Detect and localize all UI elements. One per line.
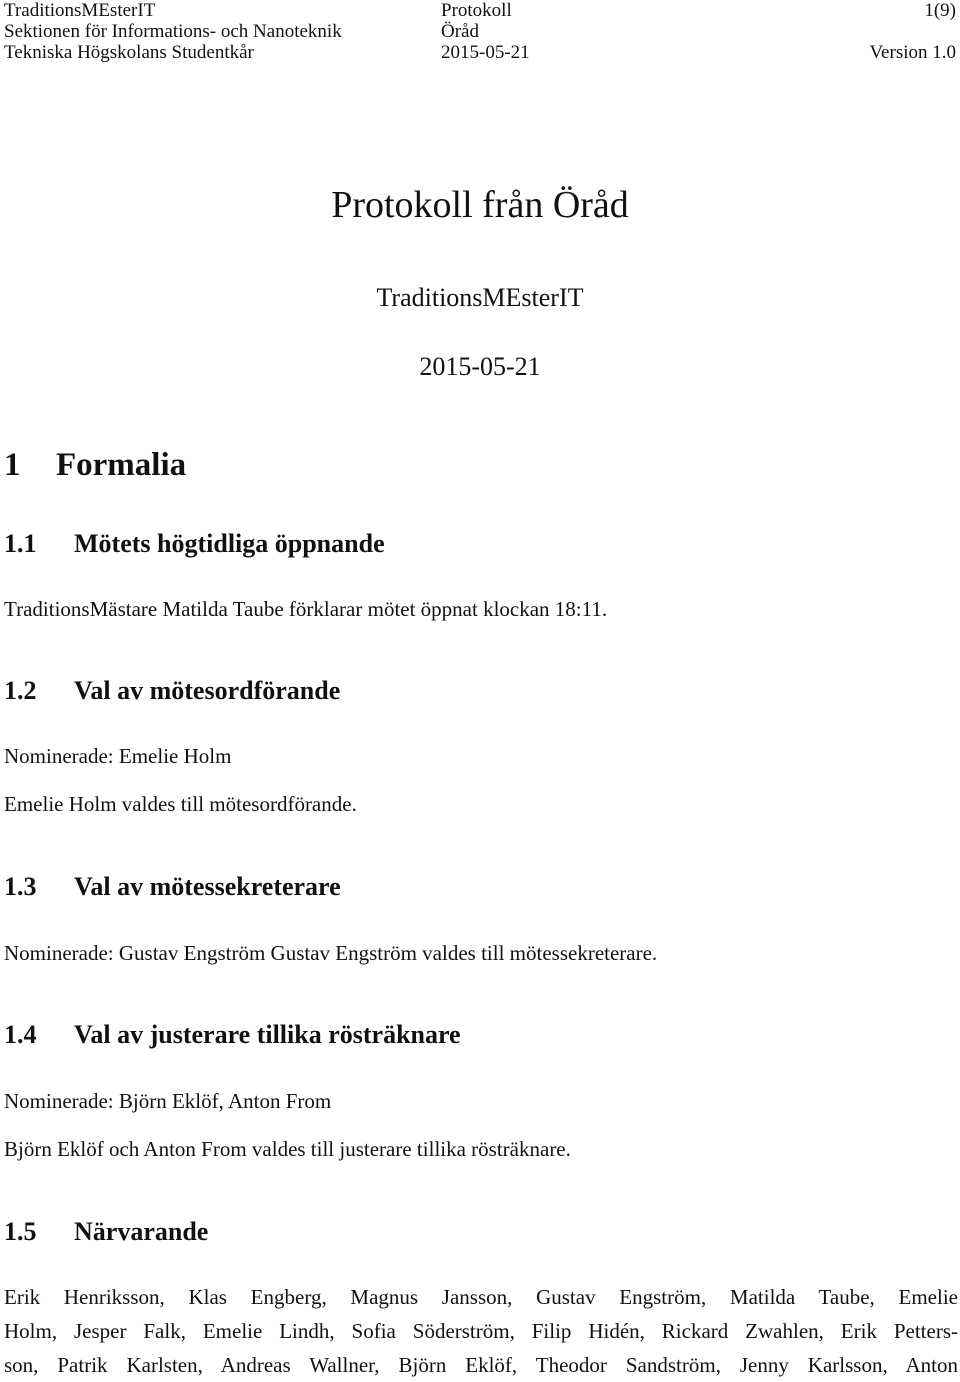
attendee-list <box>4 1280 958 1382</box>
header-page-number: 1(9) <box>924 0 956 21</box>
subsection-heading-1-2 <box>4 676 340 706</box>
subsection-heading-1-1 <box>4 529 385 559</box>
subsection-number: 1.3 <box>4 872 37 901</box>
subsection-title: Närvarande <box>74 1217 209 1246</box>
paragraph-opening: TraditionsMästare Matilda Taube förklarar mötet öppnat klockan 18:11. <box>4 597 608 621</box>
attendee-line: Erik Henriksson, Klas Engberg, Magnus Jansson, Gustav Engström, Matilda Taube, Emelie <box>4 1285 958 1309</box>
subsection-title: Val av mötessekreterare <box>74 872 341 901</box>
subsection-heading-1-5 <box>4 1217 208 1247</box>
document-title: Protokoll från Öråd <box>331 184 629 226</box>
section-heading-formalia <box>4 446 186 484</box>
paragraph-secretary: Nominerade: Gustav Engström Gustav Engström valdes till mötessekreterare. <box>4 941 658 965</box>
header-organisation: Tekniska Högskolans Studentkår <box>4 42 254 63</box>
subsection-title: Mötets högtidliga öppnande <box>74 529 385 558</box>
subsection-number: 1.2 <box>4 676 37 705</box>
paragraph-adjuster-elected: Björn Eklöf och Anton From valdes till justerare tillika rösträknare. <box>4 1137 571 1161</box>
subsection-title: Val av mötesordförande <box>74 676 341 705</box>
header-meeting-name: Öråd <box>441 21 479 42</box>
paragraph-chair-elected: Emelie Holm valdes till mötesordförande. <box>4 792 357 816</box>
subsection-heading-1-4 <box>4 1020 461 1050</box>
header-committee: TraditionsMEsterIT <box>4 0 156 21</box>
header-version: Version 1.0 <box>869 42 956 63</box>
header-date: 2015-05-21 <box>441 42 530 63</box>
subsection-title: Val av justerare tillika rösträknare <box>74 1020 461 1049</box>
section-title: Formalia <box>56 447 187 483</box>
paragraph-adjuster-nominees: Nominerade: Björn Eklöf, Anton From <box>4 1089 332 1113</box>
paragraph-chair-nominees: Nominerade: Emelie Holm <box>4 744 232 768</box>
subsection-number: 1.1 <box>4 529 37 558</box>
subsection-number: 1.4 <box>4 1020 37 1049</box>
subsection-number: 1.5 <box>4 1217 37 1246</box>
subsection-heading-1-3 <box>4 872 341 902</box>
document-subtitle: TraditionsMEsterIT <box>376 283 584 312</box>
attendee-line: son, Patrik Karlsten, Andreas Wallner, Björn Eklöf, Theodor Sandström, Jenny Karlsson, Anton <box>4 1353 958 1377</box>
header-section-name: Sektionen för Informations- och Nanoteknik <box>4 21 342 42</box>
attendee-line: Holm, Jesper Falk, Emelie Lindh, Sofia Söderström, Filip Hidén, Rickard Zwahlen, Erik Petters- <box>4 1319 958 1343</box>
section-number: 1 <box>4 447 21 483</box>
header-doc-type: Protokoll <box>441 0 512 21</box>
document-date: 2015-05-21 <box>419 352 541 381</box>
